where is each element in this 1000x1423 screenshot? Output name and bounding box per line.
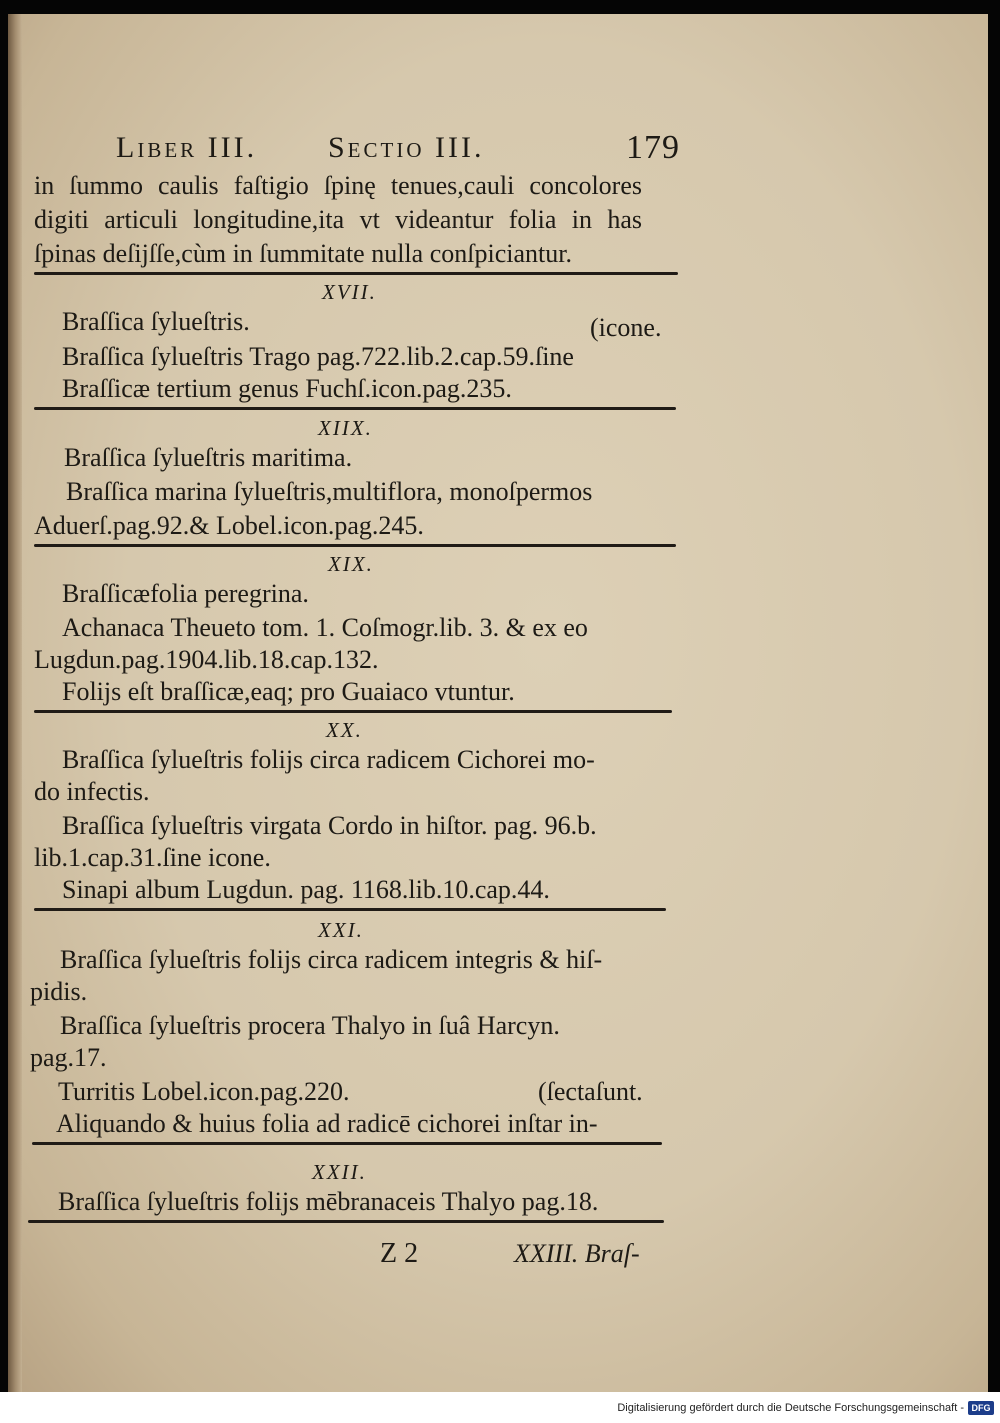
entry-line: Aliquando & huius folia ad radicē cichorei inſtar in- (56, 1109, 598, 1138)
intro-line: in ſummo caulis faſtigio ſpinę tenues,cauli concolores (34, 171, 642, 200)
entry-line: Aduerſ.pag.92.& Lobel.icon.pag.245. (34, 511, 424, 540)
entry-line: Braſſica ſylueſtris folijs circa radicem Cichorei mo- (62, 745, 595, 774)
entry-line: do infectis. (34, 777, 150, 806)
entry-line: Braſſica ſylueſtris virgata Cordo in hiſtor. pag. 96.b. (62, 811, 597, 840)
entry-line: Achanaca Theueto tom. 1. Coſmogr.lib. 3. & ex eo (62, 613, 588, 642)
signature-mark: Z 2 (380, 1238, 419, 1269)
digitization-credit: Digitalisierung gefördert durch die Deutsche Forschungsgemeinschaft - (617, 1402, 964, 1414)
entry-line: Braſſicæfolia peregrina. (62, 579, 309, 608)
entry-line: pidis. (30, 977, 88, 1006)
entry-line: Braſſica ſylueſtris folijs mēbranaceis Thalyo pag.18. (58, 1187, 599, 1216)
entry-line: Braſſica ſylueſtris procera Thalyo in ſuâ Harcyn. (60, 1011, 560, 1040)
entry-line: Turritis Lobel.icon.pag.220. (58, 1077, 350, 1106)
margin-note: (icone. (590, 313, 662, 342)
entry-line: Sinapi album Lugdun. pag. 1168.lib.10.cap.44. (62, 875, 550, 904)
intro-line: ſpinas deſijſſe,cùm in ſummitate nulla conſpiciantur. (34, 239, 572, 268)
running-head-book: Liber III. (116, 131, 258, 164)
page-binding-edge (8, 14, 22, 1392)
entry-line: Braſſica ſylueſtris maritima. (64, 443, 353, 472)
entry-numeral: XXI. (318, 918, 364, 942)
entry-numeral: XX. (326, 718, 363, 742)
intro-line: digiti articuli longitudine,ita vt videantur folia in has (34, 205, 642, 234)
section-rule (34, 272, 678, 275)
entry-line: Lugdun.pag.1904.lib.18.cap.132. (34, 645, 379, 674)
section-rule (34, 544, 676, 547)
dfg-logo: DFG (968, 1401, 994, 1415)
catchword: XXIII. Braſ- (514, 1239, 640, 1268)
entry-line: Braſſica marina ſylueſtris,multiflora, monoſpermos (66, 477, 593, 506)
section-rule (32, 1142, 662, 1145)
entry-line: Braſſicæ tertium genus Fuchſ.icon.pag.235. (62, 374, 512, 403)
entry-line: lib.1.cap.31.ſine icone. (34, 843, 271, 872)
entry-numeral: XIIX. (318, 416, 373, 440)
entry-numeral: XVII. (322, 280, 377, 304)
running-head-section: Sectio III. (328, 131, 485, 164)
section-rule (34, 710, 672, 713)
section-rule (34, 908, 666, 911)
entry-line: Braſſica ſylueſtris folijs circa radicem integris & hiſ- (60, 945, 603, 974)
margin-note: (ſectaſunt. (538, 1077, 643, 1106)
book-page (8, 14, 988, 1392)
section-rule (34, 407, 676, 410)
entry-line: pag.17. (30, 1043, 107, 1072)
section-rule (28, 1220, 664, 1223)
entry-line: Braſſica ſylueſtris Trago pag.722.lib.2.cap.59.ſine (62, 342, 574, 371)
footer-bar (0, 1392, 1000, 1423)
entry-numeral: XIX. (328, 552, 374, 576)
entry-line: Folijs eſt braſſicæ,eaq; pro Guaiaco vtuntur. (62, 677, 515, 706)
page-number: 179 (626, 129, 680, 166)
entry-numeral: XXII. (312, 1160, 367, 1184)
entry-line: Braſſica ſylueſtris. (62, 307, 250, 336)
